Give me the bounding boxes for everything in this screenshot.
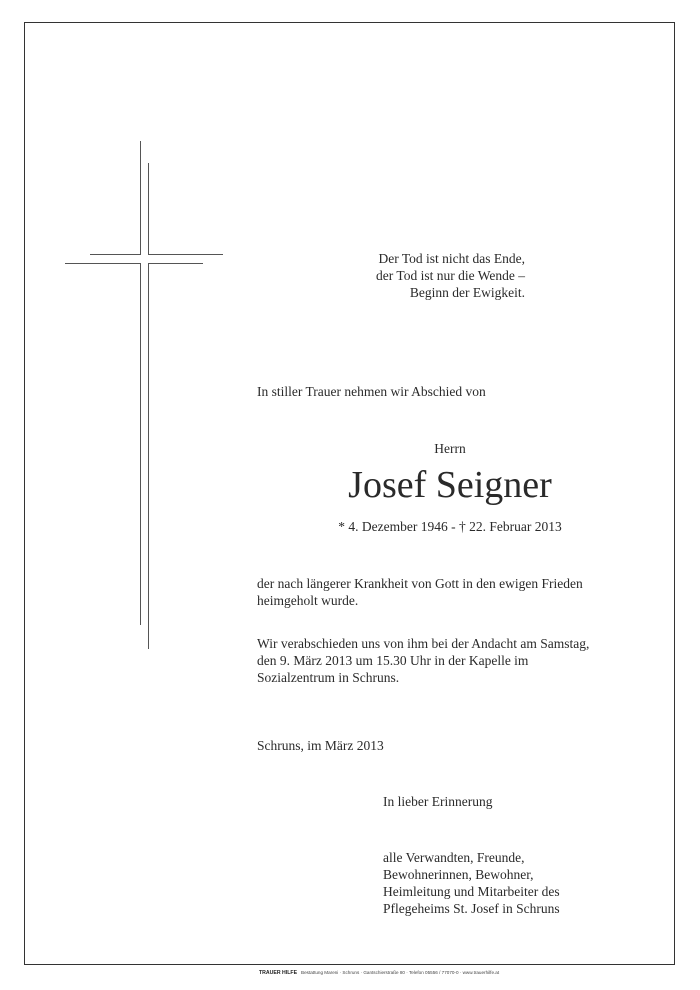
place-date: Schruns, im März 2013 <box>257 738 384 753</box>
deceased-name: Josef Seigner <box>348 464 552 506</box>
cross-arm-top-right <box>148 254 223 255</box>
death-paragraph <box>257 575 583 609</box>
cross-arm-top-left <box>90 254 141 255</box>
cross-arm-bottom-left <box>65 263 141 264</box>
intro-text: In stiller Trauer nehmen wir Abschied von <box>257 384 486 399</box>
life-dates: * 4. Dezember 1946 - † 22. Februar 2013 <box>338 519 562 534</box>
mourners-line: Bewohnerinnen, Bewohner, <box>383 867 534 882</box>
footer-imprint <box>259 970 499 976</box>
footer-details: Bestattung Mareni · Schruns · Gantschierstraße 80 · Telefon 05556 / 77070-0 · www.trauerhilfe.at <box>301 970 500 975</box>
cross-upper-left-stroke <box>140 141 141 255</box>
paragraph-line: den 9. März 2013 um 15.30 Uhr in der Kapelle im <box>257 653 529 668</box>
mourners-line: Heimleitung und Mitarbeiter des <box>383 884 560 899</box>
motto-line: Der Tod ist nicht das Ende, <box>378 251 525 266</box>
cross-lower-left-stroke <box>140 263 141 625</box>
motto-line: der Tod ist nur die Wende – <box>376 268 525 283</box>
cross-lower-right-stroke <box>148 263 149 649</box>
ceremony-paragraph <box>257 635 589 686</box>
mourners-line: Pflegeheims St. Josef in Schruns <box>383 901 560 916</box>
mourners-list <box>383 849 560 917</box>
honorific: Herrn <box>434 441 466 456</box>
paragraph-line: Sozialzentrum in Schruns. <box>257 670 400 685</box>
motto-line: Beginn der Ewigkeit. <box>409 285 525 300</box>
cross-upper-right-stroke <box>148 163 149 254</box>
closing-phrase: In lieber Erinnerung <box>383 794 493 809</box>
paragraph-line: heimgeholt wurde. <box>257 593 359 608</box>
footer-brand: TRAUER HILFE <box>259 970 298 976</box>
paragraph-line: der nach längerer Krankheit von Gott in den ewigen Frieden <box>257 576 583 591</box>
cross-arm-bottom-right <box>148 263 203 264</box>
motto-verse <box>300 250 525 301</box>
paragraph-line: Wir verabschieden uns von ihm bei der Andacht am Samstag, <box>257 636 590 651</box>
mourners-line: alle Verwandten, Freunde, <box>383 850 525 865</box>
